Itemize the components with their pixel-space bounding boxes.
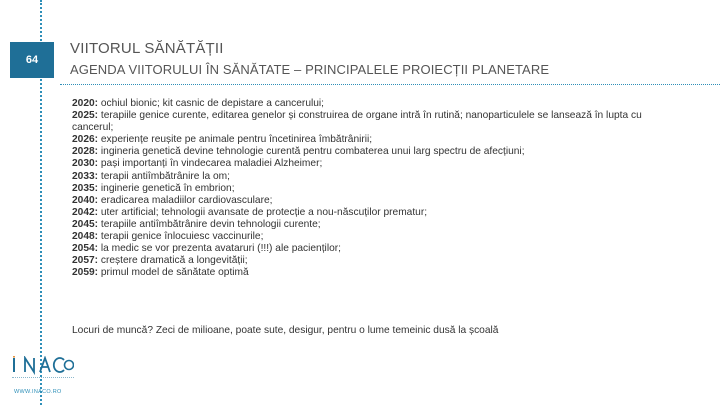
timeline-year: 2054: (72, 243, 99, 255)
timeline-year: 2025: (72, 110, 99, 122)
timeline-text: terapii genice înlocuiesc vaccinurile; (98, 231, 264, 243)
timeline-item (72, 183, 682, 195)
timeline-item (72, 158, 682, 170)
title-divider (60, 84, 720, 85)
timeline-year: 2028: (72, 146, 99, 158)
timeline-text: creștere dramatică a longevității; (98, 255, 248, 267)
timeline-item (72, 195, 682, 207)
timeline-text: experiențe reușite pe animale pentru încetinirea îmbătrânirii; (98, 134, 373, 146)
website-link[interactable]: WWW.INACO.RO (14, 389, 62, 395)
logo-tagline (12, 377, 74, 380)
timeline-item (72, 207, 682, 219)
page-number-badge: 64 (10, 42, 54, 78)
timeline-text: la medic se vor prezenta avataruri (!!!) ale pacienților; (98, 243, 341, 255)
timeline-item (72, 231, 682, 243)
slide-subtitle: AGENDA VIITORULUI ÎN SĂNĂTATE – PRINCIPALELE PROIECȚII PLANETARE (70, 62, 550, 77)
timeline-text: terapiile genice curente, editarea genelor și construirea de organe intră în rutină; nanoparticulele se lansează în lupta cu cancerul; (72, 110, 642, 134)
timeline-item (72, 255, 682, 267)
timeline-year: 2045: (72, 218, 99, 230)
timeline-list (72, 98, 682, 279)
timeline-text: pași importanți în vindecarea maladiei Alzheimer; (98, 158, 323, 170)
timeline-item (72, 98, 682, 110)
timeline-text: ochiul bionic; kit casnic de depistare a cancerului; (98, 98, 325, 109)
timeline-year: 2057: (72, 255, 99, 267)
timeline-year: 2033: (72, 170, 99, 182)
timeline-year: 2059: (72, 267, 99, 279)
timeline-item (72, 267, 682, 279)
timeline-item (72, 110, 682, 134)
timeline-year: 2030: (72, 158, 99, 170)
timeline-text: primul model de sănătate optimă (98, 267, 249, 279)
slide-title: VIITORUL SĂNĂTĂȚII (70, 40, 224, 57)
timeline-year: 2026: (72, 134, 99, 146)
timeline-text: uter artificial; tehnologii avansate de protecție a nou-născuților prematur; (98, 206, 428, 218)
timeline-year: 2020: (72, 98, 99, 109)
conclusion-text: Locuri de muncă? Zeci de milioane, poate sute, desigur, pentru o lume temeinic dusă la școală (72, 325, 499, 336)
timeline-text: terapii antiîmbătrânire la om; (98, 170, 230, 182)
timeline-text: inginerie genetică în embrion; (98, 182, 235, 194)
timeline-text: eradicarea maladiilor cardiovasculare; (98, 194, 273, 206)
timeline-item (72, 171, 682, 183)
timeline-year: 2048: (72, 231, 99, 243)
timeline-text: terapiile antiîmbătrânire devin tehnologii curente; (98, 218, 321, 230)
timeline-year: 2040: (72, 194, 99, 206)
timeline-item (72, 146, 682, 158)
timeline-year: 2035: (72, 182, 99, 194)
timeline-text: ingineria genetică devine tehnologie curentă pentru combaterea unui larg spectru de afecțiuni; (98, 146, 525, 158)
timeline-year: 2042: (72, 206, 99, 218)
timeline-item (72, 134, 682, 146)
timeline-item (72, 243, 682, 255)
timeline-item (72, 219, 682, 231)
